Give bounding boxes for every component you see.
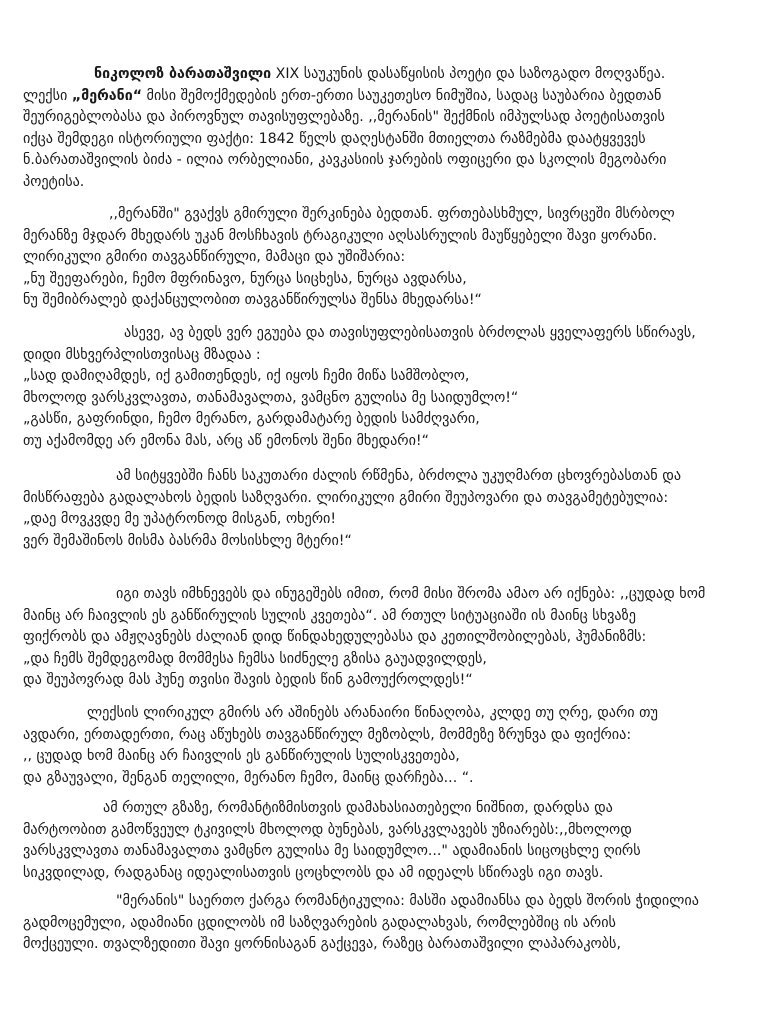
text-line: ასევე, ავ ბედს ვერ ეგუება და თავისუფლებისათვის ბრძოლას ყველაფერს სწირავს,	[124, 325, 696, 341]
text-line: ვარსკვლავთა თანამავალთა ვამცნო გულისა მე საიდუმლო..." ადამიანის სიცოცხლე ღირს	[23, 843, 641, 859]
text-line: „გასწი, გაფრინდი, ჩემო მერანო, გარდამატარე ბედის სამძღვარი,	[23, 411, 480, 427]
text-line: ამ სიტყვებში ჩანს საკუთარი ძალის რწმენა, ბრძოლა უკუღმართ ცხოვრებასთან და	[116, 468, 682, 484]
paragraph-5	[23, 584, 745, 692]
text-line	[23, 86, 745, 108]
paragraph-7	[23, 798, 745, 884]
text-line: შეურიგებლობასა და პიროვნულ თავისუფლებაზე. ,,მერანის" შექმნის იმპულსად პოეტისათვის	[23, 109, 665, 125]
text-line: და შეუპოვრად მას ჰუნე თვისი შავის ბედის წინ გამოუქროლდეს!“	[23, 672, 473, 688]
paragraph-4	[23, 466, 745, 552]
text-line: ,, ცუდად ხომ მაინც არ ჩაივლის ეს განწირულის სულისკვეთება,	[23, 748, 460, 764]
paragraph-8	[23, 891, 745, 956]
author-name: ნიკოლოზ ბარათაშვილი	[94, 66, 272, 82]
text-line: გადმოცემული, ადამიანი ცდილობს იმ საზღვარების გადალახვას, რომლებშიც ის არის	[23, 914, 616, 931]
text-line: ვერ შემაშინოს მისმა ბასრმა მოსისხლე მტერი!“	[23, 532, 352, 549]
paragraph-6	[23, 703, 745, 789]
text-line: იქცა შემდეგი ისტორიული ფაქტი: 1842 წელს დაღესტანში მთიელთა რაზმებმა დაატყვევეს	[23, 130, 646, 147]
text-line: პოეტისა.	[23, 173, 85, 190]
text-line: თუ აქამომდე არ ემონა მას, არც აწ ემონოს შენი მხედარი!“	[23, 432, 429, 449]
text-line: დიდი მსხვერპლისთვისაც მზადაა :	[23, 346, 261, 363]
text-line: მერანზე მჯდარ მხედარს უკან მოსჩხავის ტრაგიკული აღსასრულის მაუწყებელი შავი ყორანი.	[23, 227, 657, 244]
text-line: „დაე მოვკვდე მე უპატრონოდ მისგან, ოხერი!	[23, 511, 337, 527]
paragraph-1	[23, 64, 745, 193]
poem-title: „მერანი“	[71, 87, 143, 104]
text-line: მხოლოდ ვარსკვლავთა, თანამავალთა, ვამცნო გულისა მე საიდუმლო!“	[23, 389, 519, 406]
paragraph-3	[23, 323, 745, 452]
text-line: მოქცეული. თვალზედითი შავი ყორნისაგან გაქცევა, რაზეც ბარათაშვილი ლაპარაკობს,	[23, 936, 621, 952]
text-line: ლექსის ლირიკულ გმირს არ აშინებს არანაირი წინაღობა, კლდე თუ ღრე, დარი თუ	[87, 705, 658, 721]
text-line: ნუ შემიბრალებ დაქანცულობით თავგანწირულსა შენსა მხედარსა!“	[23, 292, 482, 308]
text-line: "მერანის" საერთო ქარგა რომანტიკულია: მასში ადამიანსა და ბედს შორის ჭიდილია	[116, 893, 699, 909]
text-line: იგი თავს იმხნევებს და ინუგეშებს იმით, რომ მისი შრომა ამაო არ იქნება: ,,ცუდად ხომ	[116, 586, 706, 602]
text-line: „სად დამიღამდეს, იქ გამითენდეს, იქ იყოს ჩემი მიწა სამშობლო,	[23, 368, 470, 384]
text-span: ლექსი	[23, 87, 72, 104]
text-line	[23, 64, 745, 86]
text-line: მისწრაფება გადალახოს ბედის საზღვარი. ლირიკული გმირი შეუპოვარი და თავგამეტებულია:	[23, 489, 669, 506]
text-line: ,,მერანში" გვაქვს გმირული შერკინება ბედთან. ფრთებასხმულ, სივრცეში მსრბოლ	[109, 206, 675, 222]
text-line: ნ.ბარათაშვილის ბიძა - ილია ორბელიანი, კავკასიის ჯარების ოფიცერი და სკოლის მეგობარი	[23, 152, 667, 168]
paragraph-2	[23, 204, 745, 312]
text-span: XIX საუკუნის დასაწყისის პოეტი და საზოგადო მოღვაწეა.	[271, 66, 666, 82]
text-line: ავდარი, ერთადერთი, რაც აწუხებს თავგანწირულ მეზობლს, მომმეზე ზრუნვა და ფიქრია:	[23, 726, 632, 743]
text-line: და გზაუვალი, შენგან თელილი, მერანო ჩემო, მაინც დარჩება... “.	[23, 769, 474, 786]
text-line: „და ჩემს შემდეგომად მომმესა ჩემსა სიძნელე გზისა გაუადვილდეს,	[23, 650, 487, 667]
text-line: მაინც არ ჩაივლის ეს განწირულის სულის კვეთება“. ამ რთულ სიტუაციაში ის მაინც სხვაზე	[23, 607, 636, 624]
text-span: მისი შემოქმედების ერთ-ერთი საუკეთესო ნიმუშია, სადაც საუბარია ბედთან	[142, 87, 662, 104]
text-line: „ნუ შეეფარები, ჩემო მფრინავო, ნურცა სიცხესა, ნურცა ავდარსა,	[23, 270, 467, 287]
text-line: სიკვდილად, რადგანაც იდეალისათვის ცოცხლობს და ამ იდეალს სწირავს იგი თავს.	[23, 864, 604, 881]
text-line: ფიქრობს და ამჟღავნებს ძალიან დიდ წინდახედულებასა და კეთილშობილებას, ჰუმანიზმს:	[23, 629, 647, 645]
text-line: ლირიკული გმირი თავგანწირული, მამაცი და უშიშარია:	[23, 249, 406, 265]
text-line: მარტოობით გამოწვეულ ტკივილს მხოლოდ ბუნებას, ვარსკვლავებს უზიარებს:,,მხოლოდ	[23, 821, 632, 838]
text-line: ამ რთულ გზაზე, რომანტიზმისთვის დამახასიათებელი ნიშნით, დარდსა და	[103, 800, 613, 816]
